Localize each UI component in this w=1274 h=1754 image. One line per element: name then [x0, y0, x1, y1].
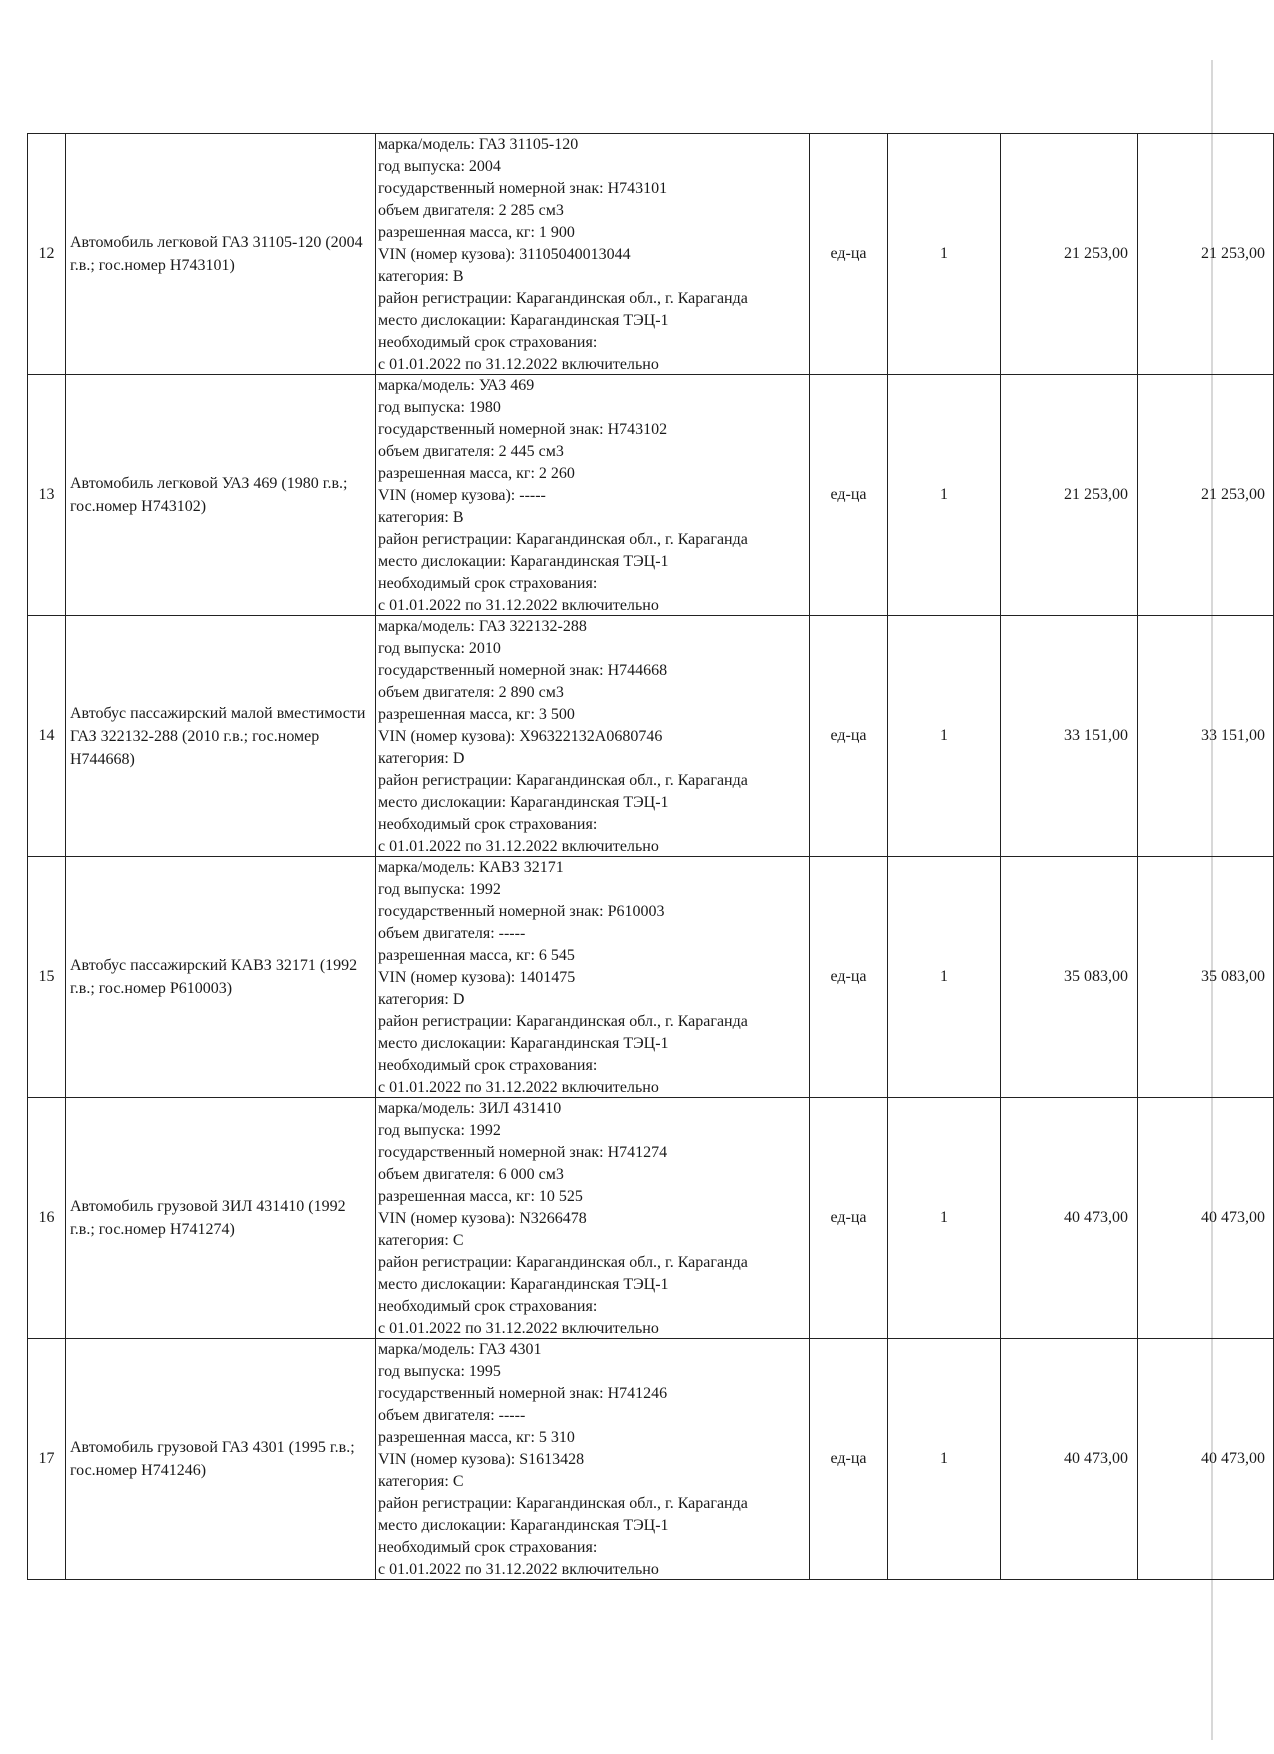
spec-line: место дислокации: Карагандинская ТЭЦ-1 — [378, 1035, 669, 1052]
quantity-cell: 1 — [888, 616, 1001, 857]
spec-line: разрешенная масса, кг: 3 500 — [378, 706, 575, 723]
spec-line: необходимый срок страхования: — [378, 1539, 598, 1556]
spec-line: район регистрации: Карагандинская обл., г. Караганда — [378, 1013, 748, 1030]
table-row — [28, 134, 1274, 375]
total-cell: 33 151,00 — [1138, 616, 1274, 857]
spec-line: год выпуска: 1995 — [378, 1363, 501, 1380]
spec-line: с 01.01.2022 по 31.12.2022 включительно — [378, 838, 659, 855]
spec-line: VIN (номер кузова): N3266478 — [378, 1210, 587, 1227]
quantity-cell: 1 — [888, 1098, 1001, 1339]
spec-line: год выпуска: 1992 — [378, 881, 501, 898]
spec-line: марка/модель: КАВЗ 32171 — [378, 859, 564, 876]
spec-line: район регистрации: Карагандинская обл., г. Караганда — [378, 1254, 748, 1271]
total-cell: 21 253,00 — [1138, 134, 1274, 375]
spec-line: объем двигателя: ----- — [378, 1407, 526, 1424]
unit-cell: ед-ца — [810, 1098, 888, 1339]
spec-line: с 01.01.2022 по 31.12.2022 включительно — [378, 1320, 659, 1337]
spec-list — [376, 857, 809, 1096]
spec-line: категория: С — [378, 1232, 464, 1249]
spec-line: район регистрации: Карагандинская обл., г. Караганда — [378, 290, 748, 307]
spec-line: государственный номерной знак: Н741274 — [378, 1144, 668, 1161]
spec-line: государственный номерной знак: Н743101 — [378, 180, 668, 197]
spec-line: VIN (номер кузова): X96322132A0680746 — [378, 728, 663, 745]
price-cell: 21 253,00 — [1001, 134, 1138, 375]
spec-list — [376, 1098, 809, 1337]
spec-line: государственный номерной знак: Н743102 — [378, 421, 668, 438]
spec-line: с 01.01.2022 по 31.12.2022 включительно — [378, 1561, 659, 1578]
spec-line: марка/модель: ГАЗ 322132-288 — [378, 618, 587, 635]
spec-line: марка/модель: УАЗ 469 — [378, 377, 535, 394]
item-spec — [376, 134, 810, 375]
table-row — [28, 857, 1274, 1098]
spec-line: район регистрации: Карагандинская обл., г. Караганда — [378, 772, 748, 789]
spec-list — [376, 134, 809, 373]
table-row — [28, 616, 1274, 857]
item-name: Автомобиль легковой ГАЗ 31105-120 (2004 г.в.; гос.номер Н743101) — [66, 134, 376, 375]
spec-line: район регистрации: Карагандинская обл., г. Караганда — [378, 531, 748, 548]
row-number: 15 — [28, 857, 66, 1098]
spec-line: год выпуска: 2010 — [378, 640, 501, 657]
spec-line: категория: В — [378, 509, 464, 526]
spec-line: VIN (номер кузова): 31105040013044 — [378, 246, 631, 263]
unit-cell: ед-ца — [810, 375, 888, 616]
item-spec — [376, 857, 810, 1098]
total-cell: 21 253,00 — [1138, 375, 1274, 616]
spec-line: год выпуска: 1980 — [378, 399, 501, 416]
price-cell: 21 253,00 — [1001, 375, 1138, 616]
spec-line: категория: D — [378, 991, 465, 1008]
spec-line: объем двигателя: 6 000 см3 — [378, 1166, 564, 1183]
unit-cell: ед-ца — [810, 134, 888, 375]
spec-line: государственный номерной знак: Н741246 — [378, 1385, 668, 1402]
quantity-cell: 1 — [888, 857, 1001, 1098]
table-row — [28, 375, 1274, 616]
row-number: 14 — [28, 616, 66, 857]
item-name: Автобус пассажирский малой вместимости ГАЗ 322132-288 (2010 г.в.; гос.номер Н744668) — [66, 616, 376, 857]
item-spec — [376, 616, 810, 857]
spec-line: VIN (номер кузова): S1613428 — [378, 1451, 585, 1468]
spec-line: марка/модель: ГАЗ 4301 — [378, 1341, 542, 1358]
spec-line: место дислокации: Карагандинская ТЭЦ-1 — [378, 1517, 669, 1534]
spec-line: марка/модель: ЗИЛ 431410 — [378, 1100, 562, 1117]
item-spec — [376, 1339, 810, 1580]
spec-line: с 01.01.2022 по 31.12.2022 включительно — [378, 597, 659, 614]
quantity-cell: 1 — [888, 134, 1001, 375]
spec-line: объем двигателя: 2 445 см3 — [378, 443, 564, 460]
spec-line: место дислокации: Карагандинская ТЭЦ-1 — [378, 794, 669, 811]
unit-cell: ед-ца — [810, 1339, 888, 1580]
price-cell: 33 151,00 — [1001, 616, 1138, 857]
spec-line: марка/модель: ГАЗ 31105-120 — [378, 136, 579, 153]
unit-cell: ед-ца — [810, 857, 888, 1098]
spec-line: с 01.01.2022 по 31.12.2022 включительно — [378, 1079, 659, 1096]
item-name: Автомобиль легковой УАЗ 469 (1980 г.в.; гос.номер Н743102) — [66, 375, 376, 616]
insurance-items-table — [27, 133, 1274, 1580]
spec-line: район регистрации: Карагандинская обл., г. Караганда — [378, 1495, 748, 1512]
item-name: Автомобиль грузовой ГАЗ 4301 (1995 г.в.; гос.номер Н741246) — [66, 1339, 376, 1580]
quantity-cell: 1 — [888, 1339, 1001, 1580]
item-name: Автомобиль грузовой ЗИЛ 431410 (1992 г.в.; гос.номер Н741274) — [66, 1098, 376, 1339]
table-row — [28, 1098, 1274, 1339]
row-number: 16 — [28, 1098, 66, 1339]
table-row — [28, 1339, 1274, 1580]
price-cell: 40 473,00 — [1001, 1098, 1138, 1339]
spec-line: разрешенная масса, кг: 10 525 — [378, 1188, 583, 1205]
item-spec — [376, 1098, 810, 1339]
spec-list — [376, 616, 809, 855]
spec-line: необходимый срок страхования: — [378, 334, 598, 351]
spec-line: год выпуска: 1992 — [378, 1122, 501, 1139]
spec-list — [376, 1339, 809, 1578]
spec-line: категория: В — [378, 268, 464, 285]
spec-line: объем двигателя: 2 285 см3 — [378, 202, 564, 219]
spec-line: государственный номерной знак: Н744668 — [378, 662, 668, 679]
spec-line: разрешенная масса, кг: 5 310 — [378, 1429, 575, 1446]
unit-cell: ед-ца — [810, 616, 888, 857]
item-name: Автобус пассажирский КАВЗ 32171 (1992 г.в.; гос.номер Р610003) — [66, 857, 376, 1098]
spec-line: необходимый срок страхования: — [378, 1057, 598, 1074]
spec-line: разрешенная масса, кг: 2 260 — [378, 465, 575, 482]
spec-line: место дислокации: Карагандинская ТЭЦ-1 — [378, 553, 669, 570]
spec-line: разрешенная масса, кг: 6 545 — [378, 947, 575, 964]
row-number: 12 — [28, 134, 66, 375]
table-body — [28, 134, 1274, 1580]
spec-line: категория: С — [378, 1473, 464, 1490]
item-spec — [376, 375, 810, 616]
spec-line: VIN (номер кузова): 1401475 — [378, 969, 576, 986]
spec-line: необходимый срок страхования: — [378, 816, 598, 833]
spec-line: необходимый срок страхования: — [378, 575, 598, 592]
spec-line: год выпуска: 2004 — [378, 158, 501, 175]
spec-line: объем двигателя: 2 890 см3 — [378, 684, 564, 701]
spec-line: разрешенная масса, кг: 1 900 — [378, 224, 575, 241]
spec-line: объем двигателя: ----- — [378, 925, 526, 942]
spec-line: категория: D — [378, 750, 465, 767]
total-cell: 40 473,00 — [1138, 1098, 1274, 1339]
spec-line: с 01.01.2022 по 31.12.2022 включительно — [378, 356, 659, 373]
row-number: 17 — [28, 1339, 66, 1580]
total-cell: 40 473,00 — [1138, 1339, 1274, 1580]
spec-line: место дислокации: Карагандинская ТЭЦ-1 — [378, 1276, 669, 1293]
spec-line: необходимый срок страхования: — [378, 1298, 598, 1315]
price-cell: 40 473,00 — [1001, 1339, 1138, 1580]
spec-line: государственный номерной знак: Р610003 — [378, 903, 665, 920]
spec-line: место дислокации: Карагандинская ТЭЦ-1 — [378, 312, 669, 329]
spec-list — [376, 375, 809, 614]
spec-line: VIN (номер кузова): ----- — [378, 487, 546, 504]
total-cell: 35 083,00 — [1138, 857, 1274, 1098]
quantity-cell: 1 — [888, 375, 1001, 616]
price-cell: 35 083,00 — [1001, 857, 1138, 1098]
row-number: 13 — [28, 375, 66, 616]
